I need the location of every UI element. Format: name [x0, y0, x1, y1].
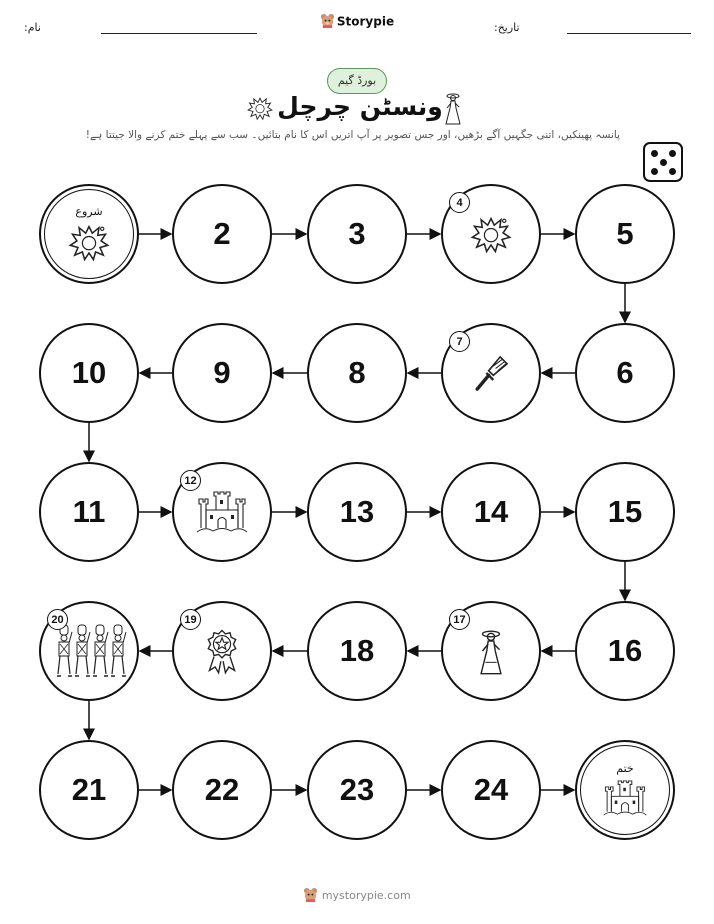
soldiers-icon [49, 622, 129, 680]
castle-icon [195, 488, 249, 536]
date-label: تاریخ: [494, 21, 520, 34]
castle-icon [602, 777, 648, 819]
board-cell-18 [307, 601, 407, 701]
cell-number: 13 [339, 494, 375, 529]
cell-number: 9 [213, 355, 231, 390]
cell-number: 24 [473, 772, 509, 807]
footer [0, 887, 714, 905]
brand-name: Storypie [336, 14, 395, 29]
cell-number-badge: 12 [180, 470, 201, 491]
board-cell-17 [441, 601, 541, 701]
board-cell-11 [39, 462, 139, 562]
board-cell-10 [39, 323, 139, 423]
medal-icon [199, 627, 245, 675]
board-cell-15 [575, 462, 675, 562]
board-cell-25 [575, 740, 675, 840]
board-cell-16 [575, 601, 675, 701]
board-cell-12 [172, 462, 272, 562]
board-cell-22 [172, 740, 272, 840]
board-cell-3 [307, 184, 407, 284]
cell-number: 23 [339, 772, 375, 807]
page-title: ونسٹن چرچل [277, 92, 443, 121]
board-cell-4 [441, 184, 541, 284]
cell-number-badge: 20 [47, 609, 68, 630]
splat-icon [67, 220, 111, 264]
footer-url[interactable]: mystorypie.com [321, 889, 411, 902]
board-cell-14 [441, 462, 541, 562]
end-label: ختم [616, 761, 634, 775]
board-cell-7 [441, 323, 541, 423]
cell-number-badge: 19 [180, 609, 201, 630]
cell-number: 15 [607, 494, 643, 529]
start-label: شروع [75, 204, 103, 218]
cell-number: 11 [72, 494, 106, 529]
board-cell-6 [575, 323, 675, 423]
board-cell-21 [39, 740, 139, 840]
board-cell-1 [39, 184, 139, 284]
splat-icon [469, 212, 513, 256]
cell-number-badge: 4 [449, 192, 470, 213]
name-label: نام: [24, 21, 41, 34]
cell-number: 5 [616, 216, 634, 251]
cell-number-badge: 7 [449, 331, 470, 352]
cell-number-badge: 17 [449, 609, 470, 630]
lady-icon [474, 625, 508, 677]
instructions-text: پانسہ پھینکیں، اتنی جگہیں آگے بڑھیں، اور جس تصویر پر آپ اتریں اس کا نام بتائیں۔ سب سے پہلے ختم کرنے والا جیتتا ہے! [85, 129, 620, 141]
cell-number: 22 [204, 772, 240, 807]
cell-number: 3 [348, 216, 366, 251]
board-game-badge: بورڈ گیم [327, 68, 387, 94]
cell-number: 10 [71, 355, 107, 390]
cell-number: 8 [348, 355, 366, 390]
board-cell-20 [39, 601, 139, 701]
paintbrush-icon [468, 350, 514, 396]
cell-number: 16 [607, 633, 643, 668]
cell-number: 21 [71, 772, 107, 807]
cell-number: 18 [339, 633, 375, 668]
board-cell-24 [441, 740, 541, 840]
board-cell-8 [307, 323, 407, 423]
bear-footer-icon [303, 887, 318, 905]
board-cell-19 [172, 601, 272, 701]
board-cell-13 [307, 462, 407, 562]
board-cell-2 [172, 184, 272, 284]
board-cell-5 [575, 184, 675, 284]
board-cell-9 [172, 323, 272, 423]
cell-number: 6 [616, 355, 634, 390]
board-cell-23 [307, 740, 407, 840]
cell-number: 2 [213, 216, 231, 251]
cell-number: 14 [473, 494, 509, 529]
